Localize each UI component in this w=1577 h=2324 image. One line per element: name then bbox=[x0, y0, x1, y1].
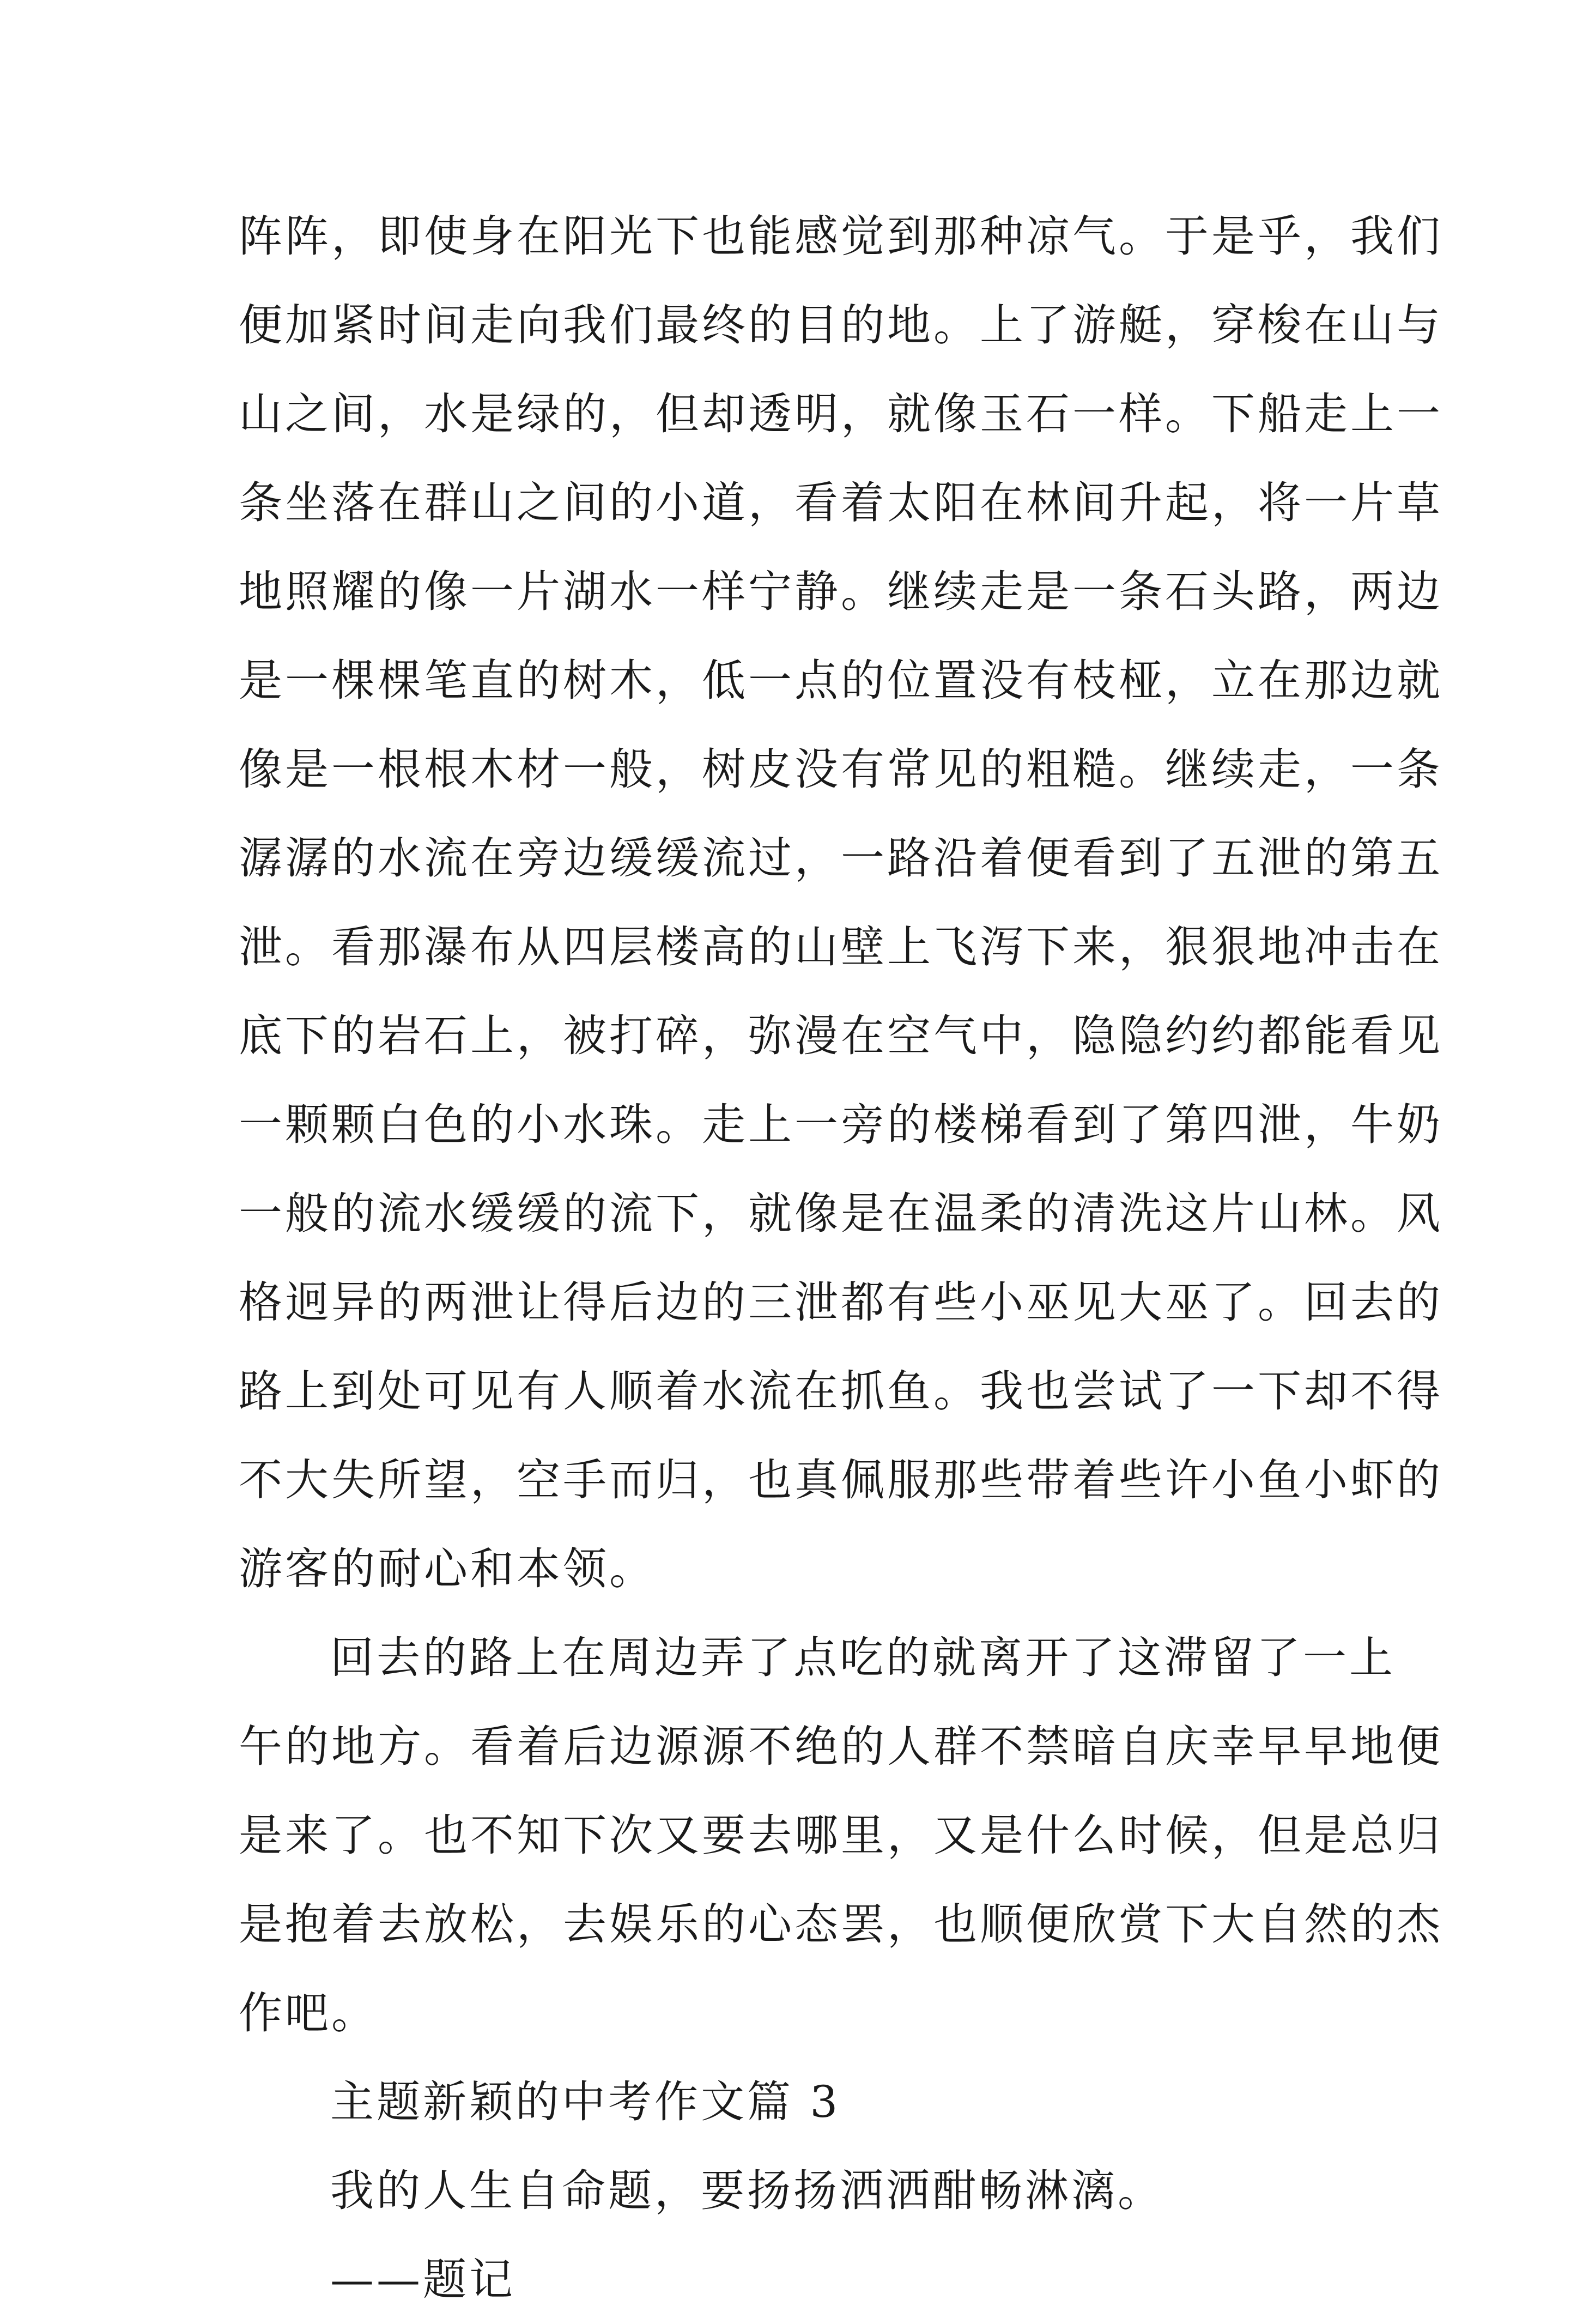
paragraph-line: 便加紧时间走向我们最终的目的地。上了游艇，穿梭在山与 bbox=[239, 300, 1443, 350]
paragraph-line: 一般的流水缓缓的流下，就像是在温柔的清洗这片山林。风 bbox=[239, 1188, 1443, 1239]
epigraph-attribution: ——题记 bbox=[330, 2254, 515, 2305]
paragraph-line: 阵阵，即使身在阳光下也能感觉到那种凉气。于是乎，我们 bbox=[239, 211, 1443, 262]
epigraph-text: 我的人生自命题，要扬扬洒洒酣畅淋漓。 bbox=[330, 2165, 1164, 2216]
paragraph-line: 游客的耐心和本领。 bbox=[239, 1544, 656, 1594]
paragraph-line: 作吧。 bbox=[239, 1988, 378, 2038]
paragraph-line: 不大失所望，空手而归，也真佩服那些带着些许小鱼小虾的 bbox=[239, 1455, 1443, 1505]
paragraph-line: 是一棵棵笔直的树木，低一点的位置没有枝桠，立在那边就 bbox=[239, 655, 1443, 706]
paragraph-line: 是抱着去放松，去娱乐的心态罢，也顺便欣赏下大自然的杰 bbox=[239, 1899, 1443, 1950]
epigraph bbox=[239, 2146, 1164, 2235]
paragraph-line: 格迥异的两泄让得后边的三泄都有些小巫见大巫了。回去的 bbox=[239, 1277, 1443, 1328]
paragraph-line: 潺潺的水流在旁边缓缓流过，一路沿着便看到了五泄的第五 bbox=[239, 833, 1443, 883]
paragraph-line: 条坐落在群山之间的小道，看着太阳在林间升起，将一片草 bbox=[239, 477, 1443, 528]
paragraph-line: 地照耀的像一片湖水一样宁静。继续走是一条石头路，两边 bbox=[239, 566, 1443, 617]
epigraph-attribution-block bbox=[239, 2235, 515, 2324]
paragraph-line: 底下的岩石上，被打碎，弥漫在空气中，隐隐约约都能看见 bbox=[239, 1010, 1443, 1061]
section-heading: 主题新颖的中考作文篇 3 bbox=[330, 2077, 841, 2127]
section-title bbox=[239, 2057, 840, 2146]
paragraph-line: 像是一根根木材一般，树皮没有常见的粗糙。继续走，一条 bbox=[239, 744, 1443, 795]
paragraph-line: 是来了。也不知下次又要去哪里，又是什么时候，但是总归 bbox=[239, 1810, 1443, 1861]
paragraph-line: 山之间，水是绿的，但却透明，就像玉石一样。下船走上一 bbox=[239, 389, 1443, 439]
paragraph-1 bbox=[239, 192, 1443, 1613]
paragraph-line: 午的地方。看着后边源源不绝的人群不禁暗自庆幸早早地便 bbox=[239, 1721, 1443, 1772]
paragraph-line: 路上到处可见有人顺着水流在抓鱼。我也尝试了一下却不得 bbox=[239, 1366, 1443, 1417]
paragraph-line: 泄。看那瀑布从四层楼高的山壁上飞泻下来，狠狠地冲击在 bbox=[239, 922, 1443, 972]
paragraph-line: 回去的路上在周边弄了点吃的就离开了这滞留了一上 bbox=[330, 1632, 1396, 1683]
paragraph-2 bbox=[239, 1613, 1443, 2057]
paragraph-line: 一颗颗白色的小水珠。走上一旁的楼梯看到了第四泄，牛奶 bbox=[239, 1099, 1443, 1150]
